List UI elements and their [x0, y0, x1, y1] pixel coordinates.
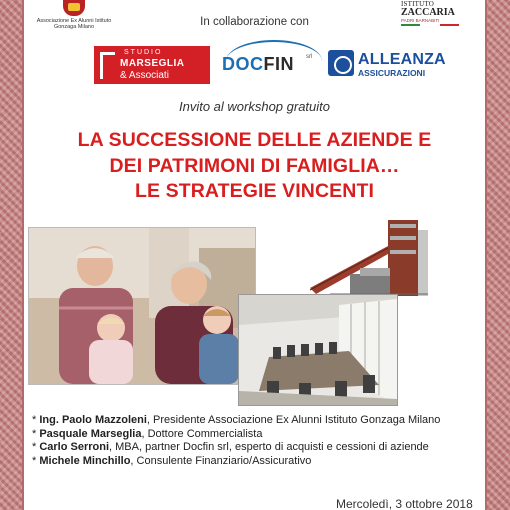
speaker-role: , MBA, partner Docfin srl, esperto di acquisti e cessioni di aziende	[109, 441, 429, 453]
docfin-part1: DOC	[222, 54, 264, 74]
docfin-part2: FIN	[263, 54, 294, 74]
collaboration-caption: In collaborazione con	[200, 16, 309, 28]
crest-icon	[63, 0, 85, 16]
alleanza-logo	[328, 48, 446, 84]
speaker-item	[32, 441, 482, 455]
alleanza-line2: ASSICURAZIONI	[358, 68, 426, 78]
speaker-name: Pasquale Marseglia	[39, 427, 142, 440]
alleanza-line1: ALLEANZA	[358, 51, 446, 68]
docfin-suffix: srl	[306, 54, 313, 60]
conference-room-photo	[238, 294, 398, 406]
speaker-bullet: *	[32, 454, 37, 467]
speaker-bullet: *	[32, 414, 37, 426]
alleanza-emblem-icon	[328, 50, 354, 76]
marseglia-mark-icon	[100, 52, 115, 79]
family-photo	[28, 227, 256, 385]
marseglia-logo	[94, 46, 210, 84]
school-logo-line1: ISTITUTO	[401, 0, 434, 8]
speaker-name: Carlo Serroni	[39, 441, 110, 453]
speaker-role: , Dottore Commercialista	[141, 427, 263, 440]
speaker-name: Ing. Paolo Mazzoleni	[39, 414, 147, 426]
speaker-item	[32, 414, 482, 428]
speaker-name: Michele Minchillo	[39, 454, 131, 467]
event-date: Mercoledì, 3 ottobre 2018	[336, 497, 473, 510]
speaker-list	[32, 414, 482, 468]
event-title-line3: LE STRATEGIE VINCENTI	[134, 180, 374, 202]
speaker-item	[32, 428, 482, 442]
event-title	[24, 128, 485, 205]
marseglia-line3: & Associati	[120, 70, 169, 81]
flyer-sheet	[24, 0, 485, 510]
association-logo-text: Associazione Ex Alunni Istituto Gonzaga Milano	[36, 18, 112, 30]
docfin-logo	[220, 40, 328, 88]
conference-room-illustration	[239, 295, 397, 405]
industrial-building-image	[310, 216, 430, 296]
speaker-bullet: *	[32, 427, 37, 440]
marseglia-line2: MARSEGLIA	[120, 58, 185, 69]
marseglia-line1: STUDIO	[124, 49, 163, 56]
family-photo-illustration	[29, 228, 255, 384]
speaker-bullet: *	[32, 441, 37, 453]
speaker-role: , Consulente Finanziario/Assicurativo	[130, 454, 312, 467]
school-logo-line2: ZACCARIA	[401, 7, 455, 18]
invite-caption: Invito al workshop gratuito	[178, 99, 331, 114]
docfin-wordmark	[222, 54, 294, 75]
event-title-line1: LA SUCCESSIONE DELLE AZIENDE E	[77, 129, 432, 151]
event-title-line2: DEI PATRIMONI DI FAMIGLIA…	[109, 154, 400, 177]
speaker-role: , Presidente Associazione Ex Alunni Istituto Gonzaga Milano	[146, 414, 441, 426]
school-logo-line3: PADRI BARNABITI	[401, 18, 440, 23]
speaker-item	[32, 455, 482, 469]
